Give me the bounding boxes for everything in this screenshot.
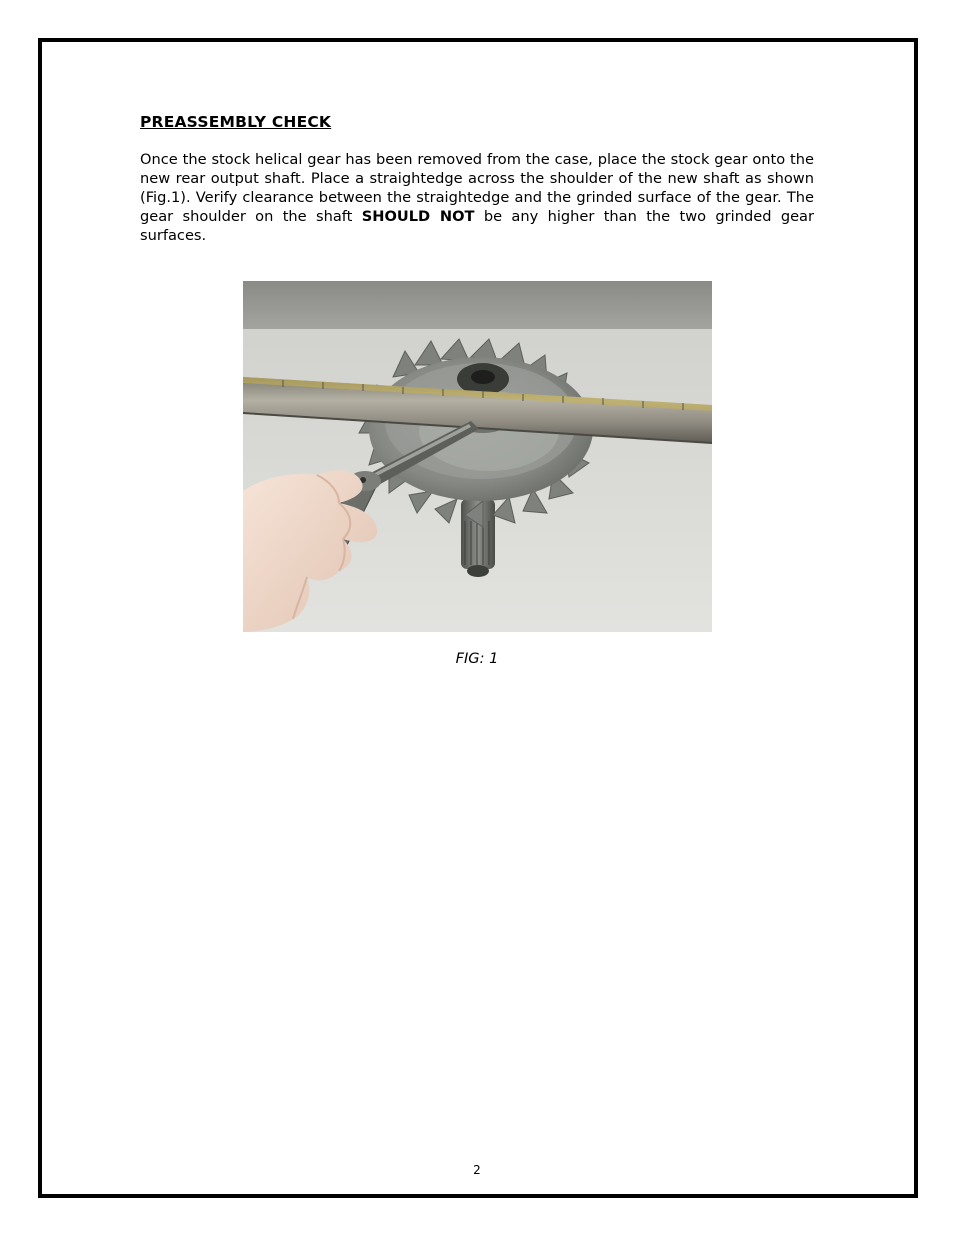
instruction-paragraph — [140, 150, 814, 245]
paragraph-text-start: Once the stock helical gear has been removed from the case, place the stock gear onto the new rear output shaft. Place a straightedge across the shoulder of the new shaft as shown (Fig.1). Verify clearance between the straightedge and the grinded surface of the gear. The gear shoulder on the shaft — [140, 151, 814, 225]
figure-photo — [243, 281, 712, 632]
section-heading: PREASSEMBLY CHECK — [140, 113, 332, 131]
paragraph-emphasis: SHOULD NOT — [361, 208, 475, 225]
paragraph-text-end: be any higher than the two grinded gear surfaces. — [140, 208, 815, 244]
page-number: 2 — [473, 1163, 481, 1177]
figure-caption: FIG: 1 — [455, 650, 499, 667]
gear-straightedge-photo — [243, 281, 712, 632]
